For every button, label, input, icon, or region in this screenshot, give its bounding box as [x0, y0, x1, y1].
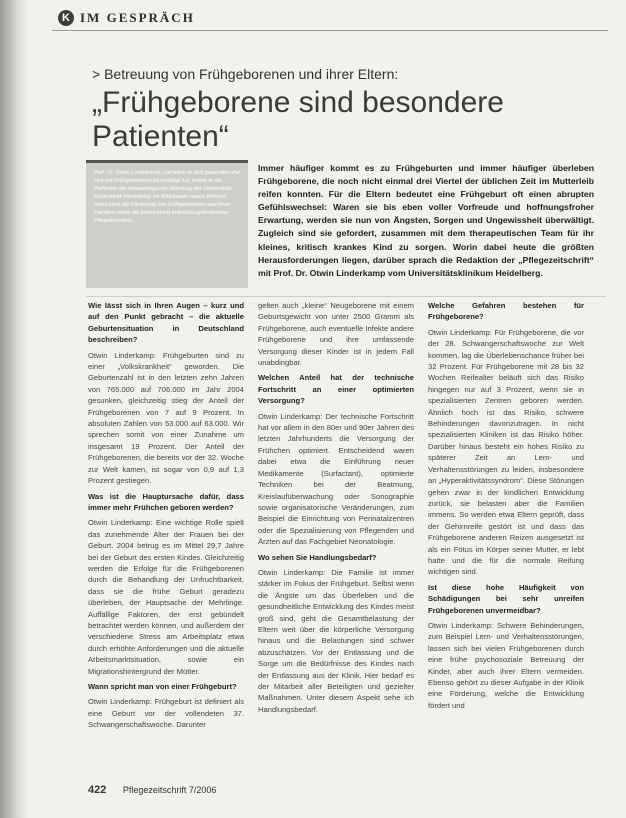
section-header [58, 8, 195, 28]
intro-paragraph: Immer häufiger kommt es zu Frühgeburten und immer häufiger überleben Frühgeborene, die noch nicht einmal drei Viertel der üblichen Zeit im Mutterleib reifen konnten. Für die Eltern bedeutet eine Frühgeburt oft einen abrupten Gefühlswechsel: Waren sie bis eben voller Vorfreude und hoffnungsfroher Erwartung, werden sie nun von Ängsten, Sorgen und Ungewissheit überwältigt. Zugleich sind sie gefordert, zusammen mit dem therapeutischen Team für ihr kleines, kritisch krankes Kind zu sorgen. Worin dabei heute die größten Herausforderungen liegen, darüber sprach die Redaktion der „Pflegezeitschrift“ mit Prof. Dr. Otwin Linderkamp vom Universitätsklinikum Heidelberg. [258, 163, 594, 278]
interview-question: Welche Gefahren bestehen für Frühgeborene? [428, 301, 584, 322]
interview-answer: Otwin Linderkamp: Für Frühgeborene, die vor der 28. Schwangerschaftswoche zur Welt kommen, lag die Überlebenschance früher bei 32 Prozent. Für Frühgeborene mit 28 bis 32 Wochen Reifealter beläuft sich das Risiko hingegen nur auf 3 Prozent, wenn sie in spezialisierten Zentren geboren werden. Ähnlich hoch ist das Risiko, schwere Behinderungen davonzutragen. In nicht spezialisierten Kliniken ist das Risiko höher. Darüber hinaus besteht ein hohes Risiko zu späterer Zeit an Lern- und Verhaltensstörungen zu leiden, insbesondere an „Hyperaktivitätssyndrom“. Diese Störungen gehen zwar in der kindlichen Entwicklung zurück, sie belasten aber die Familien immens. So werden etwa Eltern geprüft, dass der Gehirnreife gestört ist und dass das Frühgeborene anderen Reizen ausgesetzt ist als ein Fötus im Körper seiner Mutter, er lebt hatte und die für die normale Reifung wichtigen sind. [428, 327, 584, 577]
journal-name: Pflegezeitschrift 7/2006 [122, 785, 217, 795]
interview-answer: Otwin Linderkamp: Eine wichtige Rolle spielt das zunehmende Alter der Frauen bei der Geburt. 2004 betrug es im Mittel 29,7 Jahre bei der Geburt des ersten Kindes. Gleichzeitig werden die Erfolge für die Frühgeborenen durch die Behandlung der Unfruchtbarkeit, dass sie die frühe Geburt geradezu überleben, der Hauptsache der Mehrlinge. Auffällige Faktoren, der erst gebündelt betrachtet werden können, und außerdem der verschiedene Stress am Arbeitsplatz etwa durch erhöhte Anforderungen und die aktuelle Arbeitsmarktsituation, sowie ein Migrationshintergrund der Mütter. [88, 518, 244, 676]
column-1 [88, 300, 244, 735]
section-divider [86, 296, 606, 297]
interview-question: Wann spricht man von einer Frühgeburt? [88, 682, 237, 691]
interview-question: Wie lässt sich in Ihren Augen – kurz und auf den Punkt gebracht – die aktuelle Geburtensituation in Deutschland beschreiben? [88, 301, 244, 345]
column-2 [258, 300, 414, 719]
interview-answer: Otwin Linderkamp: Frühgeburten sind zu einer „Volkskrankheit“ geworden. Die Geburtenzahl ist in den letzten zehn Jahren von 765.000 auf 706.000 im Jahr 2004 gesunken, gleichzeitig stieg der Anteil der Frühgeborenen von 7 auf 9 Prozent. In absoluten Zahlen von 53.000 auf 63.000. Wir sprechen somit von einer Zunahme um insgesamt 19 Prozent. Der Anteil der Frühgeborenen, die bereits vor der 32. Woche zur Welt kamen, ist sogar von 0,9 auf 1,3 Prozent gestiegen. [88, 350, 244, 486]
author-caption [86, 160, 248, 288]
headline: „Frühgeborene sind besondere Patienten“ [92, 86, 504, 153]
interview-answer: Otwin Linderkamp: Die Familie ist immer stärker im Fokus der Frühgeburt. Selbst wenn die Ängste um das Überleben und die gesundheitliche Entwicklung des Kindes meist groß sind, geht die Gesamtbelastung der Eltern weit über die körperliche Versorgung hinaus und die Belastungen sind schwer abzuschätzen. Vor der Entlassung und die Sorge um die Bedürfnisse des Kindes nach der Entlassung aus der Klinik. Hier bedarf es der Mitarbeit aller Beteiligten und gezielter Maßnahmen. Unter diesem Aspekt sehe ich Handlungsbedarf. [258, 567, 414, 714]
page-footer [88, 784, 216, 796]
interview-question: Wo sehen Sie Handlungsbedarf? [258, 552, 377, 562]
interview-question: Ist diese hohe Häufigkeit von Schädigungen bei sehr unreifen Frühgeborenen unvermeidbar? [428, 582, 584, 615]
page-number: 422 [88, 784, 107, 796]
section-badge: K [58, 10, 74, 26]
header-rule [52, 30, 608, 31]
interview-answer: gelten auch „kleine“ Neugeborene mit einem Geburtsgewicht von unter 2500 Gramm als Frühgeborene, auch eventuelle Infekte andere Frühgeborene und ihre umfassende Versorgung dieser Kinder ist in jedem Fall unabdingbar. [258, 301, 414, 368]
kicker: > Betreuung von Frühgeborenen und ihrer Eltern: [92, 66, 399, 82]
section-label: IM GESPRÄCH [80, 10, 195, 25]
interview-answer: Otwin Linderkamp: Frühgeburt ist definiert als eine Geburt vor der vollendeten 37. Schwangerschaftswoche. Darunter [88, 697, 244, 730]
interview-answer: Otwin Linderkamp: Der technische Fortschritt hat vor allem in den 80er und 90er Jahren des letzten Jahrhunderts die Versorgung der Frühchen optimiert. Entscheidend waren dabei etwa die Einführung neuer Medikamente (Surfactant), optimierte Techniken bei der Beatmung, Kreislaufüberwachung oder Sonographie sowie organisatorische Veränderungen, zum Beispiel die Einrichtung von Perinatalzentren oder die Spezialisierung von Pflegenden und Ärzten auf das Fachgebiet Neonatologie. [258, 411, 414, 547]
interview-answer: Otwin Linderkamp: Schwere Behinderungen, zum Beispiel Lern- und Verhaltensstörungen, lassen sich bei vielen Frühgeborenen durch eine frühe psychosoziale Betreuung der Kinder, aber auch ihrer Eltern vermeiden. Ebenso gehört zu dieser Aufgabe in der Klinik eine Förderung, welche die Entwicklung fördert und [428, 620, 584, 710]
interview-question: Was ist die Hauptursache dafür, dass immer mehr Frühchen geboren werden? [88, 491, 244, 512]
page-binding-shadow [0, 0, 28, 818]
caption-text: Prof. Dr. Otwin Linderkamp, nachdem er Arzt geworden und sich mit Frühgeborenen beschäftigt hat, leitete er als Professor die neonatologische Abteilung der Universitäts-Kinderklinik Heidelberg. Im Mittelpunkt seines Wirkens stand stets die Förderung von Frühgeborenen und ihren Familien sowie die Entwicklung entwicklungsfördernder Pflegekonzepte. [94, 170, 240, 224]
column-3 [428, 300, 584, 715]
interview-question: Welchen Anteil hat der technische Fortschritt an einer optimierten Versorgung? [258, 373, 414, 406]
